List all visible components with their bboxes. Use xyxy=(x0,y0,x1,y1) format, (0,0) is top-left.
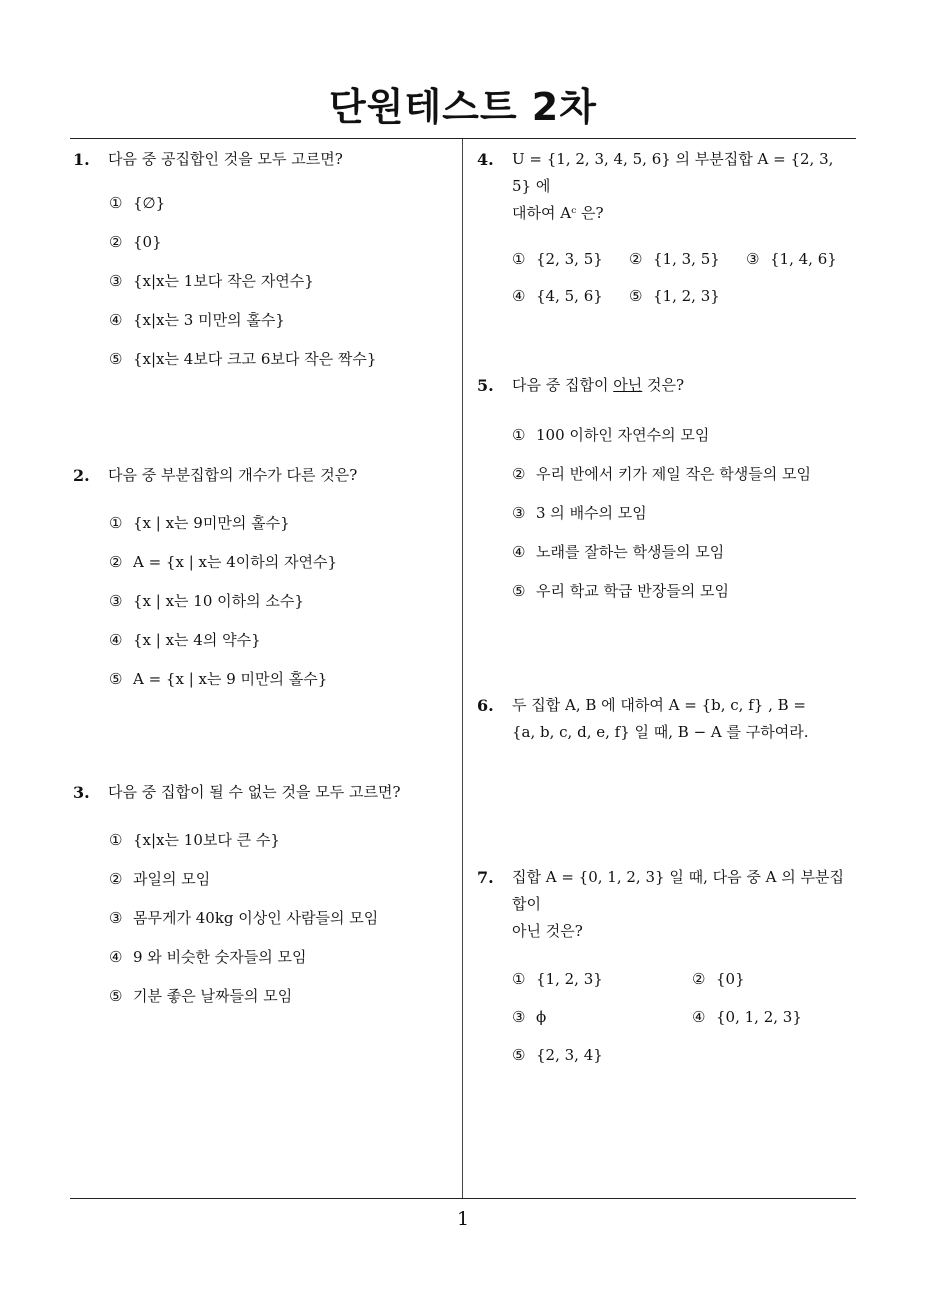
option-4: ④ {4, 5, 6} xyxy=(512,287,603,305)
question-stem-line-1: 집합 A = {0, 1, 2, 3} 일 때, 다음 중 A 의 부분집합이 xyxy=(512,868,844,913)
underlined-word: 아닌 xyxy=(613,376,643,394)
question-number: 7. xyxy=(477,868,494,887)
question-number: 1. xyxy=(73,150,90,169)
question-stem: 다음 중 부분집합의 개수가 다른 것은? xyxy=(108,466,358,484)
option-4: ④ {0, 1, 2, 3} xyxy=(692,1008,802,1026)
question-4 xyxy=(477,146,857,308)
option-5: ⑤ {2, 3, 4} xyxy=(512,1046,603,1064)
option-3: ③ {x | x는 10 이하의 소수} xyxy=(109,592,304,610)
question-stem: 다음 중 공집합인 것을 모두 고르면? xyxy=(108,150,343,168)
option-4: ④ {x | x는 4의 약수} xyxy=(109,631,261,649)
question-3 xyxy=(73,779,453,1023)
question-5 xyxy=(477,372,857,618)
option-2: ② A = {x | x는 4이하의 자연수} xyxy=(109,553,338,571)
question-number: 4. xyxy=(477,150,494,169)
option-2: ② 우리 반에서 키가 제일 작은 학생들의 모임 xyxy=(512,465,811,483)
question-stem-line-1: 두 집합 A, B 에 대하여 A = {b, c, f} , B = xyxy=(512,696,806,714)
question-stem-line-2: {a, b, c, d, e, f} 일 때, B − A 를 구하여라. xyxy=(512,723,809,741)
option-3: ③ 3 의 배수의 모임 xyxy=(512,504,647,522)
option-4: ④ 노래를 잘하는 학생들의 모임 xyxy=(512,543,725,561)
option-1: ① {2, 3, 5} xyxy=(512,250,603,268)
option-1: ① {1, 2, 3} xyxy=(512,970,603,988)
option-1: ① {∅} xyxy=(109,194,166,212)
option-2: ② 과일의 모임 xyxy=(109,870,211,888)
option-3: ③ 몸무게가 40kg 이상인 사람들의 모임 xyxy=(109,909,379,927)
page-title: 단원테스트 2차 xyxy=(329,85,597,129)
page-number: 1 xyxy=(456,1208,470,1230)
column-divider xyxy=(462,139,463,1199)
question-number: 2. xyxy=(73,466,90,485)
option-5: ⑤ A = {x | x는 9 미만의 홀수} xyxy=(109,670,328,688)
question-stem-line-1: U = {1, 2, 3, 4, 5, 6} 의 부분집합 A = {2, 3, 5} 에 xyxy=(512,150,834,195)
top-rule xyxy=(70,138,856,139)
question-number: 3. xyxy=(73,783,90,802)
option-5: ⑤ 우리 학교 학급 반장들의 모임 xyxy=(512,582,729,600)
question-7 xyxy=(477,864,857,1067)
option-3: ③ {1, 4, 6} xyxy=(746,250,837,268)
option-5: ⑤ 기분 좋은 날짜들의 모임 xyxy=(109,987,293,1005)
question-number: 5. xyxy=(477,376,494,395)
option-4: ④ 9 와 비슷한 숫자들의 모임 xyxy=(109,948,307,966)
question-stem-line-2: 대하여 Aᶜ 은? xyxy=(512,204,604,222)
option-1: ① {x | x는 9미만의 홀수} xyxy=(109,514,290,532)
question-6 xyxy=(477,692,857,746)
question-2 xyxy=(73,462,453,706)
option-2: ② {0} xyxy=(109,233,162,251)
option-4: ④ {x|x는 3 미만의 홀수} xyxy=(109,311,285,329)
option-3: ③ ϕ xyxy=(512,1008,547,1026)
question-number: 6. xyxy=(477,696,494,715)
option-3: ③ {x|x는 1보다 작은 자연수} xyxy=(109,272,314,290)
option-1: ① {x|x는 10보다 큰 수} xyxy=(109,831,280,849)
option-1: ① 100 이하인 자연수의 모임 xyxy=(512,426,710,444)
bottom-rule xyxy=(70,1198,856,1199)
question-1 xyxy=(73,146,453,386)
question-stem-line-2: 아닌 것은? xyxy=(512,922,583,940)
option-5: ⑤ {x|x는 4보다 크고 6보다 작은 짝수} xyxy=(109,350,377,368)
question-stem: 다음 중 집합이 아닌 것은? xyxy=(512,376,685,394)
option-2: ② {1, 3, 5} xyxy=(629,250,720,268)
option-2: ② {0} xyxy=(692,970,745,988)
question-stem: 다음 중 집합이 될 수 없는 것을 모두 고르면? xyxy=(108,783,401,801)
option-5: ⑤ {1, 2, 3} xyxy=(629,287,720,305)
